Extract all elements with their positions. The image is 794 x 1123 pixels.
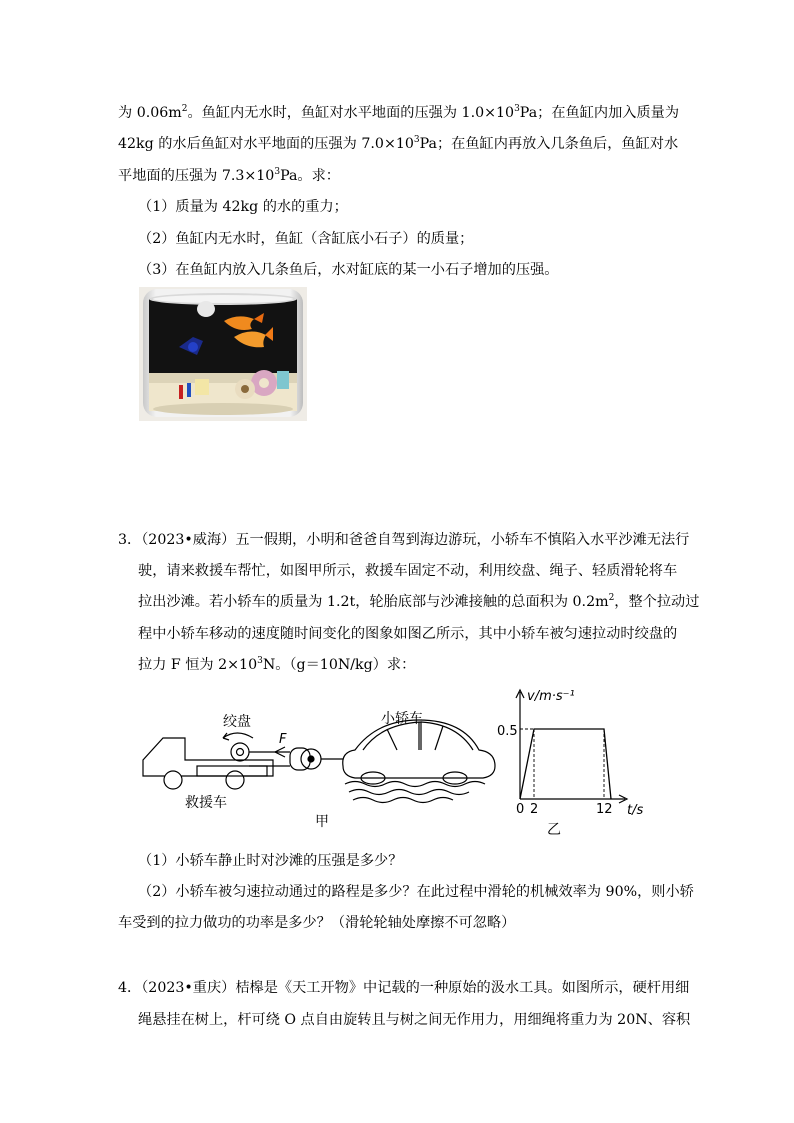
caption-b: 乙: [547, 822, 561, 836]
x-tick-label: 12: [596, 802, 613, 817]
text: 。鱼缸内无水时，鱼缸对水平地面的压强为 1.0×10: [187, 105, 515, 121]
text: Pa。求：: [280, 168, 340, 184]
rescue-truck-body: [143, 738, 273, 776]
text: 为 0.06m: [118, 105, 182, 121]
p3-line3: [138, 592, 698, 612]
p2-line1: [118, 103, 678, 123]
caption-a: 甲: [315, 814, 329, 830]
p2-question-1: （1）质量为 42kg 的水的重力；: [138, 199, 348, 215]
rescue-figure: [135, 686, 655, 836]
p2-line2: [118, 134, 678, 154]
p3-line1: 3．（2023•威海）五一假期，小明和爸爸自驾到海边游玩，小轿车不慎陷入水平沙滩无法行: [118, 532, 690, 548]
p2-question-3: （3）在鱼缸内放入几条鱼后，水对缸底的某一小石子增加的压强。: [138, 262, 559, 278]
sup: 3: [413, 135, 420, 145]
p3-line5: [138, 655, 698, 675]
rescue-diagram: [135, 686, 655, 836]
text: 平地面的压强为 7.3×10: [118, 168, 275, 184]
fish-tank-image: [139, 287, 307, 421]
text: Pa；在鱼缸内再放入几条鱼后，鱼缸对水: [419, 136, 679, 152]
truck-wheel: [164, 771, 182, 789]
text: Pa；在鱼缸内加入质量为: [519, 105, 680, 121]
p4-line2: 绳悬挂在树上，杆可绕 O 点自由旋转且与树之间无作用力，用细绳将重力为 20N、容积: [138, 1012, 691, 1028]
sup: 3: [514, 104, 520, 114]
text: N。（g＝10N/kg）求：: [262, 657, 416, 673]
x-tick-label: 2: [530, 802, 539, 817]
vt-chart: [497, 689, 643, 836]
sup: 2: [181, 104, 188, 114]
p3-question-2-cont: 车受到的拉力做功的功率是多少？（滑轮轮轴处摩擦不可忽略）: [118, 915, 516, 931]
text: ，整个拉动过: [614, 594, 700, 610]
sand-wave: [353, 798, 453, 803]
p3-line2: 驶，请来救援车帮忙，如图甲所示，救援车固定不动，利用绞盘、绳子、轻质滑轮将车: [138, 563, 678, 579]
label-car: 小轿车: [381, 711, 423, 727]
p2-question-2: （2）鱼缸内无水时，鱼缸（含缸底小石子）的质量；: [138, 231, 474, 247]
label-winch: 绞盘: [223, 714, 251, 730]
sup: 2: [608, 593, 615, 603]
x-axis-label: t/s: [627, 803, 644, 818]
text: 拉出沙滩。若小轿车的质量为 1.2t，轮胎底部与沙滩接触的总面积为 0.2m: [138, 594, 609, 610]
sand-wave: [349, 790, 469, 795]
fish-tank-photo: [139, 287, 307, 421]
sup: 3: [274, 167, 281, 177]
truck-wheel: [226, 771, 244, 789]
winch-drum: [231, 743, 249, 761]
p2-line3: [118, 166, 678, 186]
p3-question-1: （1）小轿车静止时对沙滩的压强是多少？: [138, 853, 403, 869]
y-axis-label: v/m·s⁻¹: [527, 689, 575, 704]
p4-line1: 4．（2023•重庆）桔槔是《天工开物》中记载的一种原始的汲水工具。如图所示，硬杆用细: [118, 980, 690, 996]
sup: 3: [257, 656, 263, 666]
label-force: F: [279, 732, 287, 747]
text: 42kg 的水后鱼缸对水平地面的压强为 7.0×10: [118, 136, 414, 152]
pulley-frame: [290, 748, 310, 770]
rotation-arrow: [223, 733, 253, 738]
p3-question-2: （2）小轿车被匀速拉动通过的路程是多少？在此过程中滑轮的机械效率为 90%，则小轿: [138, 884, 694, 900]
y-tick-label: 0.5: [497, 724, 518, 739]
text: 拉力 F 恒为 2×10: [138, 657, 258, 673]
p3-line4: 程中小轿车移动的速度随时间变化的图象如图乙所示，其中小轿车被匀速拉动时绞盘的: [138, 626, 678, 642]
label-rescue: 救援车: [185, 795, 227, 811]
origin-label: 0: [516, 802, 525, 817]
